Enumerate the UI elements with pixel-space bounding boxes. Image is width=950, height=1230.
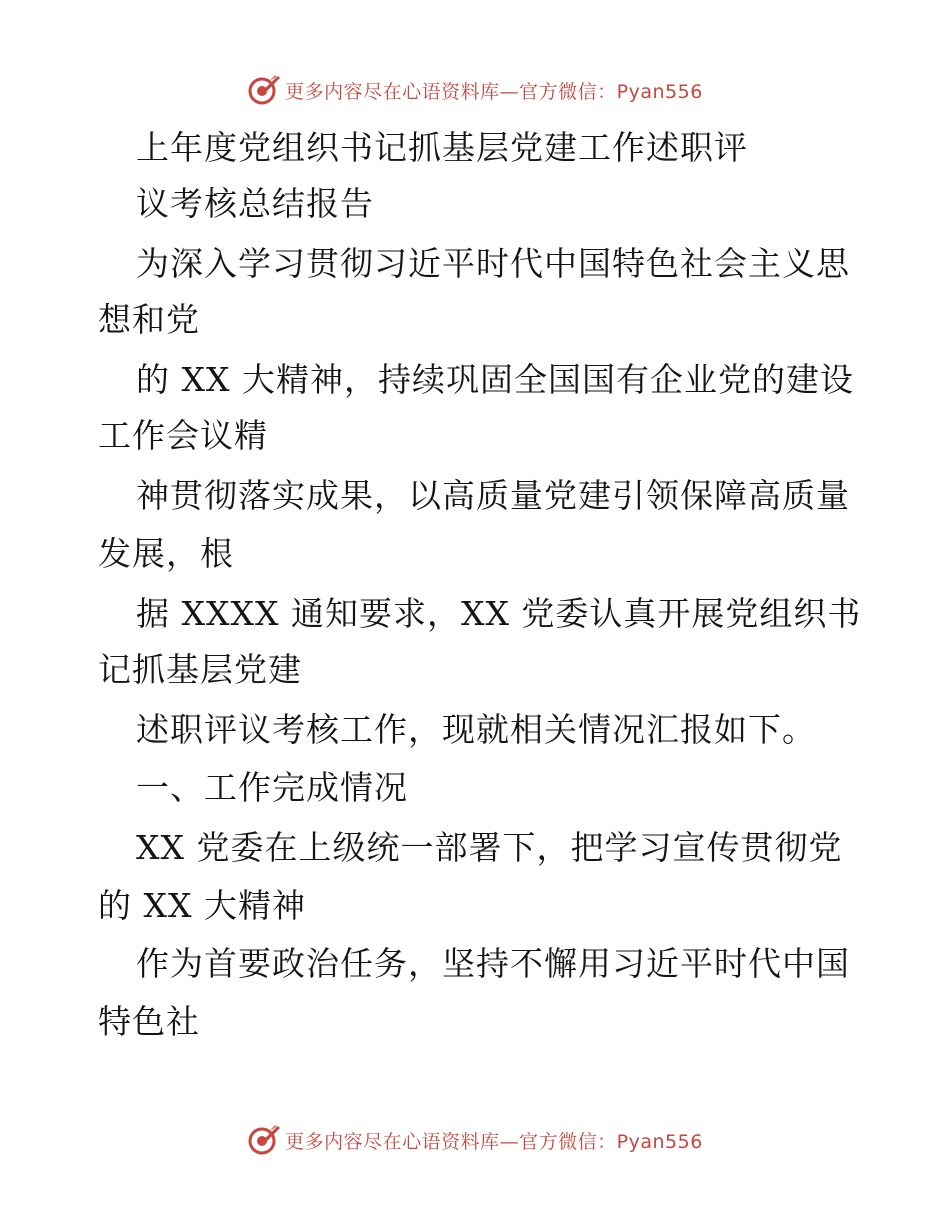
- paragraph-line: 发展，根: [98, 534, 234, 573]
- watermark-text: 更多内容尽在心语资料库—官方微信：Pyan556: [285, 80, 703, 103]
- quill-seal-icon: [247, 1123, 281, 1157]
- paragraph-line: XX 党委在上级统一部署下，把学习宣传贯彻党: [136, 828, 843, 867]
- wechat-id: Pyan556: [616, 1130, 703, 1153]
- paragraph-line: 神贯彻落实成果，以高质量党建引领保障高质量: [136, 476, 850, 515]
- paragraph-line: 为深入学习贯彻习近平时代中国特色社会主义思: [136, 244, 850, 283]
- wechat-id: Pyan556: [616, 80, 703, 103]
- document-title-line-2: 议考核总结报告: [136, 184, 374, 223]
- section-heading: 一、工作完成情况: [136, 768, 408, 807]
- footer-watermark: [0, 1122, 950, 1158]
- paragraph-line: 记抓基层党建: [98, 650, 302, 689]
- document-title-line-1: 上年度党组织书记抓基层党建工作述职评: [136, 128, 748, 167]
- paragraph-line: 的 XX 大精神: [98, 886, 306, 925]
- paragraph-line: 的 XX 大精神，持续巩固全国国有企业党的建设: [136, 360, 854, 399]
- paragraph-line: 据 XXXX 通知要求，XX 党委认真开展党组织书: [136, 594, 862, 633]
- paragraph-line: 特色社: [98, 1002, 200, 1041]
- paragraph-line: 述职评议考核工作，现就相关情况汇报如下。: [136, 710, 816, 749]
- paragraph-line: 作为首要政治任务，坚持不懈用习近平时代中国: [136, 944, 850, 983]
- paragraph-line: 想和党: [98, 300, 200, 339]
- watermark-text: 更多内容尽在心语资料库—官方微信：Pyan556: [285, 1130, 703, 1153]
- paragraph-line: 工作会议精: [98, 416, 268, 455]
